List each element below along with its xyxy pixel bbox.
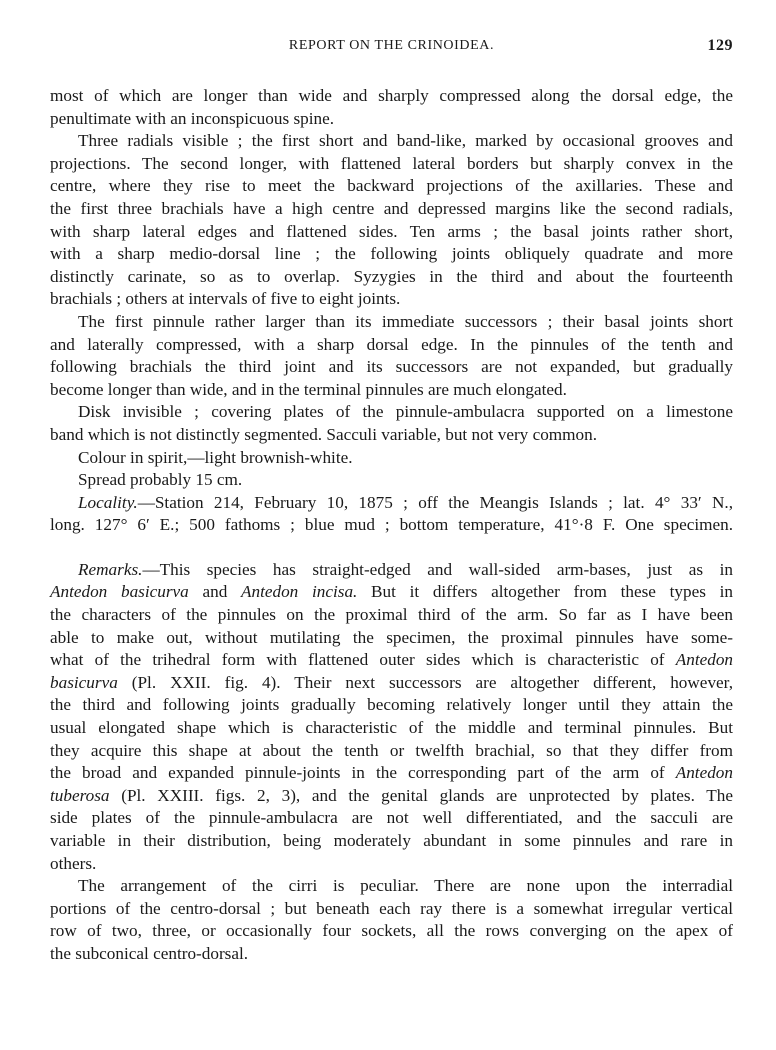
text-line: side plates of the pinnule-ambulacra are not well differentiated, and the sacculi are [50,808,733,828]
text-line: most of which are longer than wide and sharply compressed along the dorsal edge, the [50,86,733,105]
species-name: Antedon incisa. [241,582,358,602]
text-line: The arrangement of the cirri is peculiar. There are none upon the interradial [78,876,733,896]
species-name: basicurva [50,672,118,692]
locality-paragraph [50,492,733,537]
text-line: with a sharp medio-dorsal line ; the following joints obliquely quadrate and more [50,244,733,264]
text-line: Disk invisible ; covering plates of the pinnule-ambulacra supported on a limestone [78,402,733,422]
text-line: they acquire this shape at about the tenth or twelfth brachial, so that they differ from [50,740,733,760]
remarks-paragraph [50,559,733,875]
text-line: centre, where they rise to meet the backward projections of the axillaries. These and [50,176,733,196]
text-line: following brachials the third joint and its successors are not expanded, but gradually [50,357,733,377]
text-line: Three radials visible ; the first short and band-like, marked by occasional grooves and [78,131,733,151]
text-line: portions of the centro-dorsal ; but beneath each ray there is a somewhat irregular vertical [50,898,733,918]
text-line [50,762,733,785]
text-line: able to make out, without mutilating the specimen, the proximal pinnules have some- [50,627,733,647]
running-header [50,38,733,62]
page-number: 129 [707,37,733,54]
running-title: REPORT ON THE CRINOIDEA. [288,38,495,53]
text-run: (Pl. XXII. fig. 4). Their next successors are altogether different, however, [131,672,733,692]
section-label: Locality. [78,492,138,512]
section-gap [50,537,733,559]
paragraph [50,311,733,401]
text-line: The first pinnule rather larger than its immediate successors ; their basal joints short [78,311,733,331]
paragraph [50,875,733,965]
paragraph [50,130,733,311]
text-run: the broad and expanded pinnule-joints in the corresponding part of the arm of [50,763,665,783]
text-line: and laterally compressed, with a sharp dorsal edge. In the pinnules of the tenth and [50,334,733,354]
species-name: Antedon [675,650,734,670]
text-line: variable in their distribution, being moderately abundant in some pinnules and rare in [50,831,733,850]
text-line [50,492,733,515]
text-line: the third and following joints gradually becoming relatively longer until they attain the [50,695,733,715]
section-label: Remarks. [78,559,143,579]
text-run: —Station 214, February 10, 1875 ; off the Meangis Islands ; lat. 4° 33′ N., [137,492,733,512]
text-line: the characters of the pinnules on the proximal third of the arm. So far as I have been [50,605,733,625]
body-text [50,85,733,966]
text-line: the first three brachials have a high centre and depressed margins like the second radials, [50,198,733,218]
text-line: distinctly carinate, so as to overlap. Syzygies in the third and about the fourteenth [50,266,733,286]
text-run: and [202,582,228,602]
text-run: But it differs altogether from these types in [357,582,733,602]
text-line: with sharp lateral edges and flattened sides. Ten arms ; the basal joints rather short, [50,221,733,241]
text-line [50,672,733,695]
text-line [50,649,733,672]
species-name: Antedon basicurva [50,582,189,602]
text-line: row of two, three, or occasionally four sockets, all the rows converging on the apex of [50,921,733,941]
text-line: long. 127° 6′ E.; 500 fathoms ; blue mud ; bottom temperature, 41°·8 F. One specimen. [50,515,733,535]
text-run: —This species has straight-edged and wall-sided arm-bases, just as in [142,559,733,579]
species-name: tuberosa [50,785,110,805]
paragraph [50,85,733,130]
species-name: Antedon [675,763,733,783]
text-run: what of the trihedral form with flattened outer sides which is characteristic of [50,650,665,670]
text-run: (Pl. XXIII. figs. 2, 3), and the genital glands are unprotected by plates. The [121,785,733,805]
text-line [50,559,733,582]
text-line: Colour in spirit,—light brownish-white. [78,447,353,467]
text-line: Spread probably 15 cm. [78,470,243,490]
text-line [50,581,733,604]
text-line [50,785,733,808]
text-line: brachials ; others at intervals of five to eight joints. [50,289,401,309]
text-line: usual elongated shape which is characteristic of the middle and terminal pinnules. But [50,718,733,738]
paragraph [50,447,733,470]
paragraph [50,401,733,446]
text-line: projections. The second longer, with flattened lateral borders but sharply convex in the [50,153,733,173]
text-line: the subconical centro-dorsal. [50,943,249,963]
text-line: penultimate with an inconspicuous spine. [50,108,335,128]
text-line: band which is not distinctly segmented. Sacculi variable, but not very common. [50,424,598,444]
text-line: others. [50,853,97,873]
text-line: become longer than wide, and in the terminal pinnules are much elongated. [50,379,567,399]
paragraph [50,469,733,492]
